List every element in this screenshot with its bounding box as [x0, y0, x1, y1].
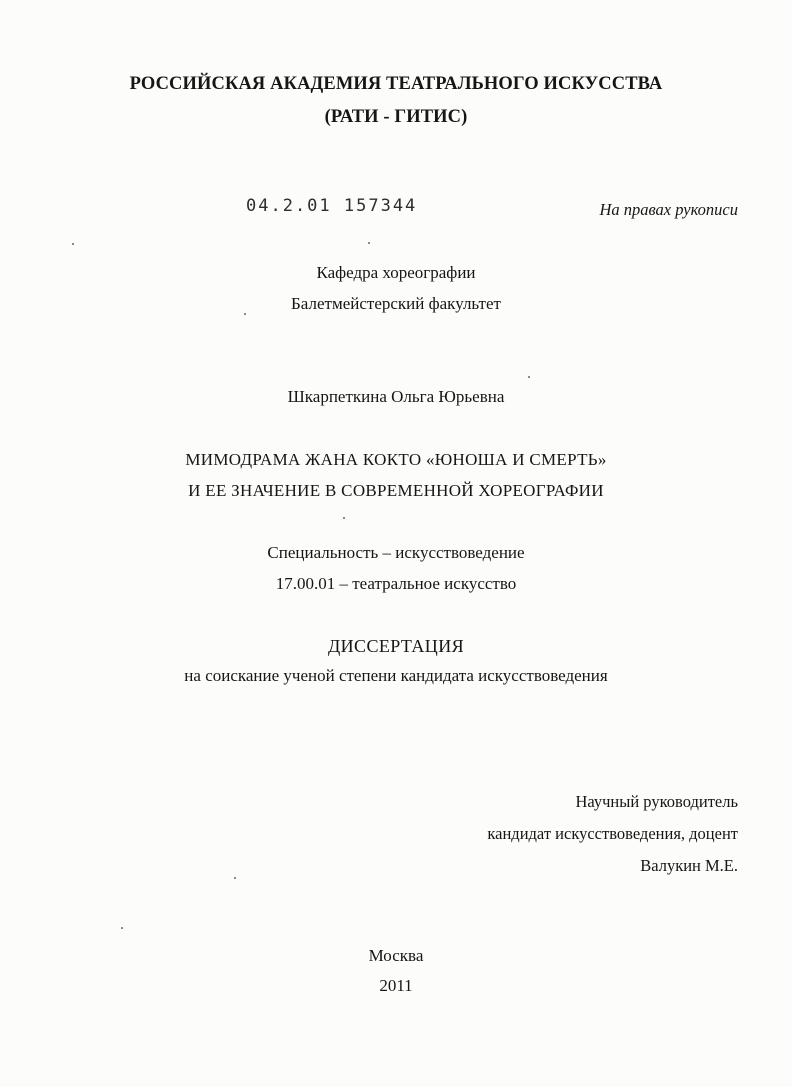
chair-name: Кафедра хореографии — [316, 263, 476, 282]
title-line-2: И ЕЕ ЗНАЧЕНИЕ В СОВРЕМЕННОЙ ХОРЕОГРАФИИ — [188, 481, 604, 500]
degree-purpose: на соискание ученой степени кандидата искусствоведения — [184, 666, 608, 685]
rights-note: На правах рукописи — [599, 200, 738, 219]
institution-name: РОССИЙСКАЯ АКАДЕМИЯ ТЕАТРАЛЬНОГО ИСКУССТВА — [129, 74, 663, 94]
title-line-1: МИМОДРАМА ЖАНА КОКТО «ЮНОША И СМЕРТЬ» — [185, 450, 607, 469]
specialty-line-1: Специальность – искусствоведение — [267, 543, 525, 562]
scan-speck — [343, 517, 345, 519]
institution-abbreviation: (РАТИ - ГИТИС) — [324, 107, 468, 127]
city: Москва — [368, 946, 424, 965]
scan-speck — [528, 376, 530, 378]
author-name: Шкарпеткина Ольга Юрьевна — [287, 387, 505, 406]
document-type: ДИССЕРТАЦИЯ — [327, 636, 465, 656]
supervisor-degree: кандидат искусствоведения, доцент — [487, 824, 738, 843]
registration-stamp: 04.2.01 157344 — [246, 196, 418, 216]
scan-speck — [244, 313, 246, 315]
scan-speck — [234, 877, 236, 879]
scan-speck — [72, 243, 74, 245]
scan-speck — [368, 242, 370, 244]
supervisor-role: Научный руководитель — [575, 792, 738, 811]
faculty-name: Балетмейстерский факультет — [291, 294, 501, 313]
supervisor-name: Валукин М.Е. — [640, 856, 738, 875]
year: 2011 — [379, 976, 413, 995]
specialty-line-2: 17.00.01 – театральное искусство — [275, 574, 517, 593]
scan-speck — [121, 927, 123, 929]
